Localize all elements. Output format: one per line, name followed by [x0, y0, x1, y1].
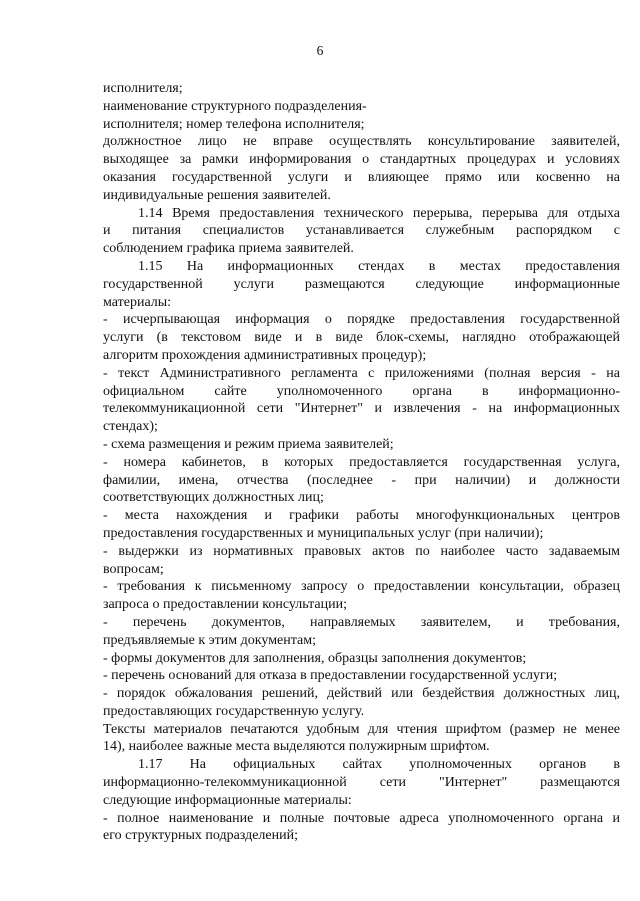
text-line: должностное лицо не вправе осуществлять консультирование заявителей, — [103, 134, 620, 150]
text-line: выходящее за рамки информирования о стандартных процедурах и условиях — [103, 152, 620, 168]
text-line: 1.17 На официальных сайтах уполномоченных органов в — [138, 757, 620, 773]
text-line: - полное наименование и полные почтовые адреса уполномоченного органа и — [103, 810, 620, 826]
text-line: официальном сайте уполномоченного органа в информационно- — [103, 383, 620, 399]
text-line: услуги (в текстовом виде и в виде блок-схемы, наглядно отображающей — [103, 330, 620, 346]
text-line: - схема размещения и режим приема заявителей; — [103, 436, 394, 452]
text-line: - номера кабинетов, в которых предоставляется государственная услуга, — [103, 454, 620, 470]
text-line: вопросам; — [103, 561, 164, 577]
text-line: материалы: — [103, 294, 172, 310]
text-line: предъявляемые к этим документам; — [103, 632, 317, 648]
text-line: - формы документов для заполнения, образцы заполнения документов; — [103, 650, 527, 666]
text-line: фамилии, имена, отчества (последнее - при наличии) и должности — [103, 472, 620, 488]
text-line: соблюдением графика приема заявителей. — [103, 241, 354, 257]
text-line: государственной услуги размещаются следующие информационные — [103, 276, 620, 292]
text-line: его структурных подразделений; — [103, 828, 298, 844]
text-line: наименование структурного подразделения- — [103, 98, 367, 114]
text-line: исполнителя; — [103, 81, 183, 96]
text-line: - порядок обжалования решений, действий или бездействия должностных лиц, — [103, 686, 620, 702]
text-line: следующие информационные материалы: — [103, 792, 352, 808]
text-line: алгоритм прохождения административных процедур); — [103, 347, 427, 363]
text-line: - перечень оснований для отказа в предоставлении государственной услуги; — [103, 668, 558, 684]
text-line: - перечень документов, направляемых заявителем, и требования, — [103, 614, 620, 630]
text-line: 1.15 На информационных стендах в местах предоставления — [138, 258, 620, 274]
text-line: запроса о предоставлении консультации; — [103, 597, 348, 613]
text-line: оказания государственной услуги и влияющее прямо или косвенно на — [103, 169, 620, 185]
text-line: стендах); — [103, 419, 158, 435]
text-line: и питания специалистов устанавливается служебным распорядком с — [103, 223, 620, 239]
text-line: - текст Административного регламента с приложениями (полная версия - на — [103, 365, 620, 381]
text-line: - требования к письменному запросу о предоставлении консультации, образец — [103, 579, 620, 595]
text-line: 1.14 Время предоставления технического перерыва, перерыва для отдыха — [138, 205, 620, 221]
text-line: исполнителя; номер телефона исполнителя; — [103, 116, 365, 132]
text-line: 14), наиболее важные места выделяются полужирным шрифтом. — [103, 739, 490, 755]
text-line: - выдержки из нормативных правовых актов по наиболее часто задаваемым — [103, 543, 620, 559]
text-line: информационно-телекоммуникационной сети "Интернет" размещаются — [103, 775, 620, 791]
text-line: - исчерпывающая информация о порядке предоставления государственной — [103, 312, 620, 328]
text-line: Тексты материалов печатаются удобным для чтения шрифтом (размер не менее — [103, 721, 620, 737]
text-line: предоставления государственных и муниципальных услуг (при наличии); — [103, 525, 544, 541]
text-line: соответствующих должностных лиц; — [103, 490, 324, 506]
page-number: 6 — [316, 43, 324, 58]
text-line: индивидуальные решения заявителей. — [103, 187, 331, 203]
text-line: предоставляющих государственную услугу. — [103, 703, 365, 719]
text-line: - места нахождения и графики работы многофункциональных центров — [103, 508, 620, 524]
text-line: телекоммуникационной сети "Интернет" и извлечения - на информационных — [103, 401, 620, 417]
document-body — [103, 80, 620, 845]
